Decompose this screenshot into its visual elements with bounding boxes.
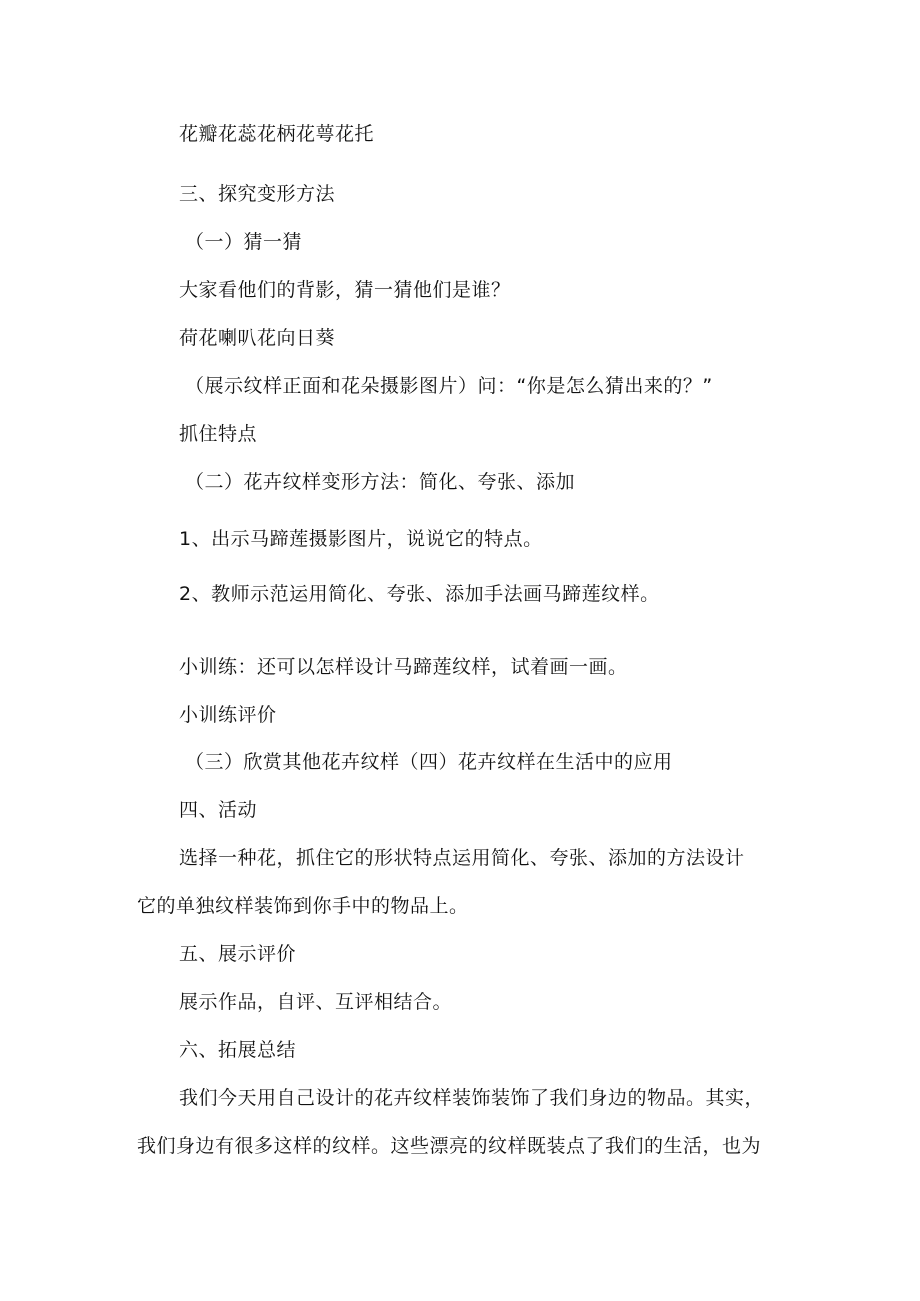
paragraph-guess: 大家看他们的背影，猜一猜他们是谁？: [179, 279, 511, 301]
section-heading-3: 三、探究变形方法: [179, 183, 336, 205]
paragraph-flowers: 荷花喇叭花向日葵: [179, 327, 336, 349]
paragraph-show-images: （展示纹样正面和花朵摄影图片）问：“你是怎么猜出来的？”: [185, 375, 713, 397]
subsection-heading-2: （二）花卉纹样变形方法：简化、夸张、添加: [185, 471, 576, 493]
paragraph-practice-eval: 小训练评价: [179, 704, 277, 726]
flower-parts-line: 花瓣花蕊花柄花萼花托: [179, 123, 375, 145]
list-item-2: 2、教师示范运用简化、夸张、添加手法画马蹄莲纹样。: [179, 583, 660, 605]
paragraph-practice: 小训练：还可以怎样设计马蹄莲纹样，试着画一画。: [179, 656, 628, 678]
paragraph-summary-2: 我们身边有很多这样的纹样。这些漂亮的纹样既装点了我们的生活，也为: [137, 1135, 762, 1157]
section-heading-5: 五、展示评价: [179, 943, 297, 965]
section-heading-6: 六、拓展总结: [179, 1039, 297, 1061]
list-item-1: 1、出示马蹄莲摄影图片，说说它的特点。: [179, 528, 543, 550]
paragraph-summary-1: 我们今天用自己设计的花卉纹样装饰装饰了我们身边的物品。其实，: [179, 1087, 765, 1109]
subsection-heading-3-4: （三）欣赏其他花卉纹样（四）花卉纹样在生活中的应用: [185, 751, 673, 773]
paragraph-activity-2: 它的单独纹样装饰到你手中的物品上。: [137, 895, 469, 917]
subsection-heading-1: （一）猜一猜: [185, 231, 303, 253]
section-heading-4: 四、活动: [179, 799, 258, 821]
paragraph-features: 抓住特点: [179, 423, 258, 445]
paragraph-activity-1: 选择一种花，抓住它的形状特点运用简化、夸张、添加的方法设计: [179, 847, 745, 869]
paragraph-show-works: 展示作品，自评、互评相结合。: [179, 991, 453, 1013]
